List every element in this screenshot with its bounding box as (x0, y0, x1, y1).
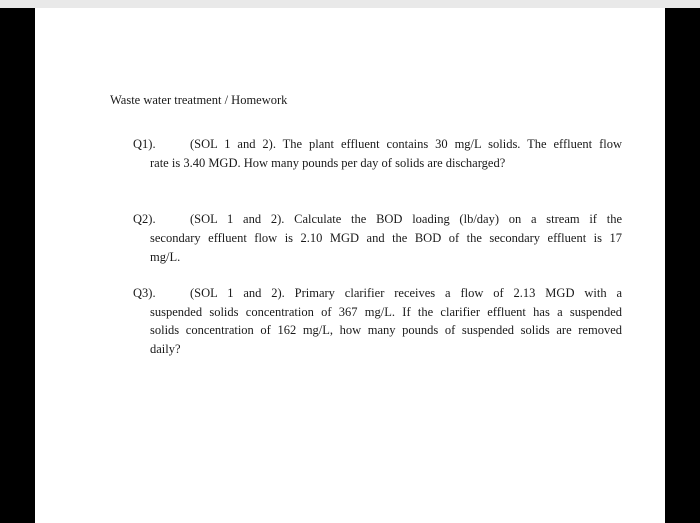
question-text-line: (SOL 1 and 2). Primary clarifier receives a flow of 2.13 MGD with a (190, 286, 622, 300)
question-text-line: mg/L. (150, 250, 181, 264)
question-label: Q2). (133, 212, 156, 226)
question-text-line: secondary effluent flow is 2.10 MGD and the BOD of the secondary effluent is 17 (150, 231, 622, 245)
question-label: Q3). (133, 286, 156, 300)
question-label: Q1). (133, 137, 156, 151)
top-border (0, 0, 700, 8)
document-title: Waste water treatment / Homework (110, 93, 288, 107)
question-text-line: solids concentration of 162 mg/L, how many pounds of suspended solids are removed (150, 323, 622, 337)
question-text-line: rate is 3.40 MGD. How many pounds per day of solids are discharged? (150, 156, 506, 170)
question-text-line: daily? (150, 342, 181, 356)
question-text-line: (SOL 1 and 2). Calculate the BOD loading (lb/day) on a stream if the (190, 212, 622, 226)
document-page (35, 8, 665, 523)
question-text-line: suspended solids concentration of 367 mg/L. If the clarifier effluent has a suspended (150, 305, 622, 319)
question-text-line: (SOL 1 and 2). The plant effluent contains 30 mg/L solids. The effluent flow (190, 137, 622, 151)
